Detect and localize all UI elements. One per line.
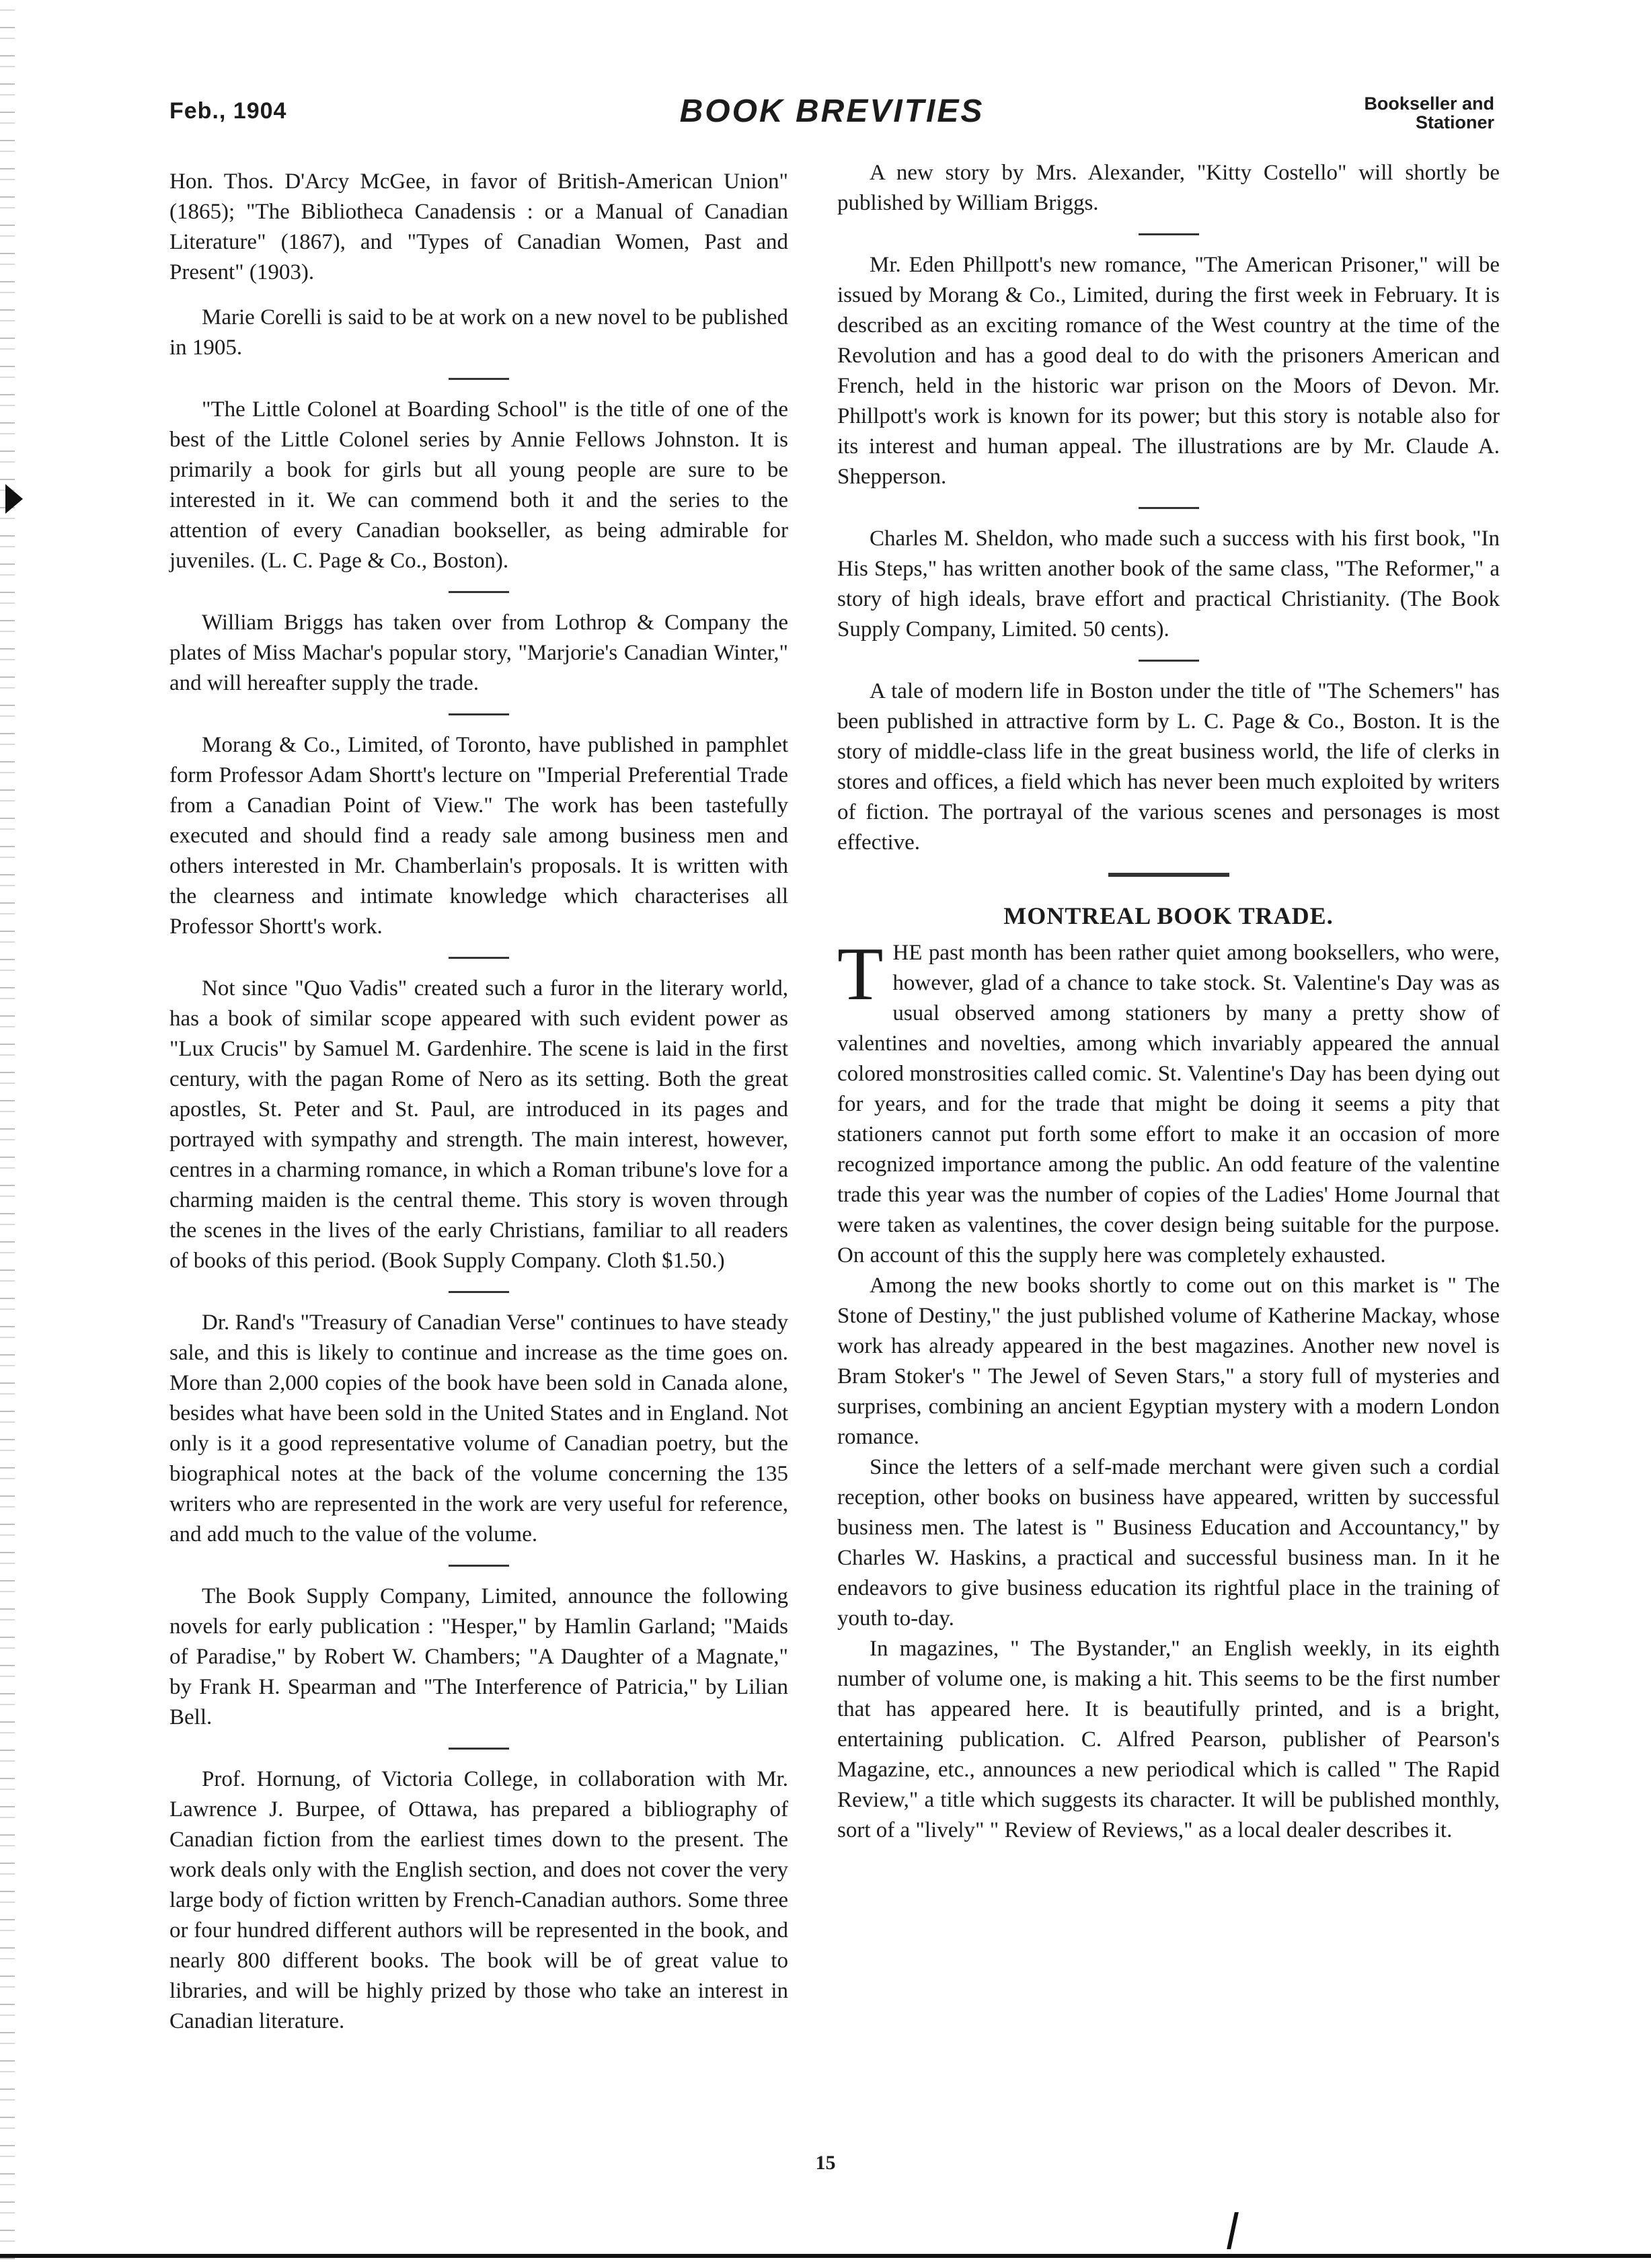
separator-rule — [1139, 507, 1199, 509]
article-paragraph: William Briggs has taken over from Lothrop & Company the plates of Miss Machar's popular story, "Marjorie's Canadian Winter," and will hereafter supply the trade. — [169, 611, 788, 695]
article-paragraph: Not since "Quo Vadis" created such a furor in the literary world, has a book of similar scope appeared with such evident power as "Lux Crucis" by Samuel M. Gardenhire. The scene is laid in the first century, with the pagan Rome of Nero as its setting. Both the great apostles, St. Peter and St. Paul, are introduced in its pages and portrayed with sympathy and strength. The main interest, however, centres in a charming romance, in which a Roman tribune's love for a charming maiden is the central theme. This story is woven through the scenes in the lives of the early Christians, familiar to all readers of books of this period. (Book Supply Company. Cloth $1.50.) — [169, 976, 788, 1273]
article-paragraph: Morang & Co., Limited, of Toronto, have published in pamphlet form Professor Adam Shortt's lecture on "Imperial Preferential Trade from a Canadian Point of View." The work has been tastefully executed and should find a ready sale among business men and others interested in Mr. Chamberlain's proposals. It is written with the clearness and intimate knowledge which characterises all Professor Shortt's work. — [169, 733, 788, 939]
article-paragraph: The Book Supply Company, Limited, announce the following novels for early publication : "Hesper," by Hamlin Garland; "Maids of Paradise," by Robert W. Chambers; "A Daughter of a Magnate," by Frank H. Spearman and "The Interference of Patricia," by Lilian Bell. — [169, 1584, 788, 1729]
article-paragraph: Among the new books shortly to come out on this market is " The Stone of Destiny," the just published volume of Katherine Mackay, whose work has already appeared in the best magazines. Another new novel is Bram Stoker's " The Jewel of Seven Stars," a story full of mysteries and surprises, combining an ancient Egyptian mystery with a modern London romance. — [837, 1274, 1500, 1449]
publication-name-line2: Stationer — [1415, 112, 1494, 132]
scan-edge — [0, 0, 15, 2268]
section-divider — [1108, 873, 1229, 877]
page-header — [169, 93, 1494, 140]
separator-rule — [449, 591, 509, 593]
scan-artifact-mark — [1227, 2212, 1239, 2249]
paragraph-text: HE past month has been rather quiet among booksellers, who were, however, glad of a chance to take stock. St. Valentine's Day was as usual observed among stationers by many a pretty show of valentines and novelties, among which invariably appeared the annual colored monstrosities called comic. St. Valentine's Day has been dying out for years, and for the trade that might be doing it seems a pity that stationers cannot put forth some effort to make it an occasion of more recognized importance among the public. An odd feature of the valentine trade this year was the number of copies of the Ladies' Home Journal that were taken as valentines, the cover design being suitable for the purpose. On account of this the supply here was completely exhausted. — [837, 941, 1500, 1267]
article-paragraph: Since the letters of a self-made merchant were given such a cordial reception, other books on business have appeared, written by successful business men. The latest is " Business Education and Accountancy," by Charles W. Haskins, a practical and successful business man. In it he endeavors to give business education its rightful place in the training of youth to-day. — [837, 1455, 1500, 1631]
section-title: BOOK BREVITIES — [679, 93, 985, 129]
separator-rule — [449, 1748, 509, 1750]
article-paragraph: Charles M. Sheldon, who made such a success with his first book, "In His Steps," has written another book of the same class, "The Reformer," a story of high ideals, brave effort and practical Christianity. (The Book Supply Company, Limited. 50 cents). — [837, 526, 1500, 641]
left-column — [169, 167, 788, 2051]
publication-name — [1364, 94, 1494, 132]
separator-rule — [449, 957, 509, 959]
article-paragraph: Dr. Rand's "Treasury of Canadian Verse" continues to have steady sale, and this is likely to continue and increase as the time goes on. More than 2,000 copies of the book have been sold in Canada alone, besides what have been sold in the United States and in England. Not only is it a good representative volume of Canadian poetry, but the biographical notes at the back of the volume concerning the 135 writers who are represented in the work are very useful for reference, and add much to the value of the volume. — [169, 1311, 788, 1547]
article-paragraph: A new story by Mrs. Alexander, "Kitty Costello" will shortly be published by William Briggs. — [837, 161, 1500, 215]
article-paragraph: "The Little Colonel at Boarding School" is the title of one of the best of the Little Colonel series by Annie Fellows Johnston. It is primarily a book for girls but all young people are sure to be interested in it. We can commend both it and the series to the attention of every Canadian bookseller, as being admirable for juveniles. (L. C. Page & Co., Boston). — [169, 397, 788, 573]
right-column — [837, 158, 1500, 1846]
publication-name-line1: Bookseller and — [1364, 93, 1494, 114]
separator-rule — [449, 378, 509, 380]
article-paragraph: A tale of modern life in Boston under the title of "The Schemers" has been published in attractive form by L. C. Page & Co., Boston. It is the story of middle-class life in the great business world, the life of clerks in stores and offices, a field which has never been much exploited by writers of fiction. The portrayal of the various scenes and personages is most effective. — [837, 679, 1500, 855]
article-paragraph: Hon. Thos. D'Arcy McGee, in favor of British-American Union" (1865); "The Bibliotheca Canadensis : or a Manual of Canadian Literature" (1867), and "Types of Canadian Women, Past and Present" (1903). — [169, 169, 788, 284]
separator-rule — [1139, 233, 1199, 235]
montreal-book-trade-section — [837, 901, 1500, 1846]
separator-rule — [449, 1565, 509, 1567]
page-number: 15 — [815, 2152, 836, 2174]
article-paragraph — [837, 933, 1500, 1271]
article-paragraph: Mr. Eden Phillpott's new romance, "The American Prisoner," will be issued by Morang & Co., Limited, during the first week in February. It is described as an exciting romance of the West country at the time of the Revolution and has a good deal to do with the prisoners American and French, held in the historic war prison on the Moors of Devon. Mr. Phillpott's work is known for its power; but this story is notable also for its interest and human appeal. The illustrations are by Mr. Claude A. Shepperson. — [837, 253, 1500, 489]
drop-cap: T — [837, 933, 884, 1016]
page-bottom-rule — [0, 2254, 1651, 2258]
article-paragraph: Marie Corelli is said to be at work on a new novel to be published in 1905. — [169, 305, 788, 360]
issue-date: Feb., 1904 — [169, 98, 287, 124]
separator-rule — [449, 713, 509, 715]
article-paragraph: Prof. Hornung, of Victoria College, in collaboration with Mr. Lawrence J. Burpee, of Ottawa, has prepared a bibliography of Canadian fiction from the earliest times down to the present. The work deals only with the English section, and does not cover the very large body of fiction written by French-Canadian authors. Some three or four hundred different authors will be represented in the book, and nearly 800 different books. The book will be of great value to libraries, and will be highly prized by those who take an interest in Canadian literature. — [169, 1767, 788, 2033]
article-paragraph: In magazines, " The Bystander," an English weekly, in its eighth number of volume one, is making a hit. This seems to be the first number that has appeared here. It is beautifully printed, and is a bright, entertaining publication. C. Alfred Pearson, publisher of Pearson's Magazine, etc., announces a new periodical which is called " The Rapid Review," a title which suggests its character. It will be published monthly, sort of a "lively" " Review of Reviews," as a local dealer describes it. — [837, 1637, 1500, 1842]
separator-rule — [1139, 660, 1199, 662]
section-heading: MONTREAL BOOK TRADE. — [1003, 902, 1334, 929]
separator-rule — [449, 1291, 509, 1293]
scan-registration-mark — [5, 484, 23, 514]
